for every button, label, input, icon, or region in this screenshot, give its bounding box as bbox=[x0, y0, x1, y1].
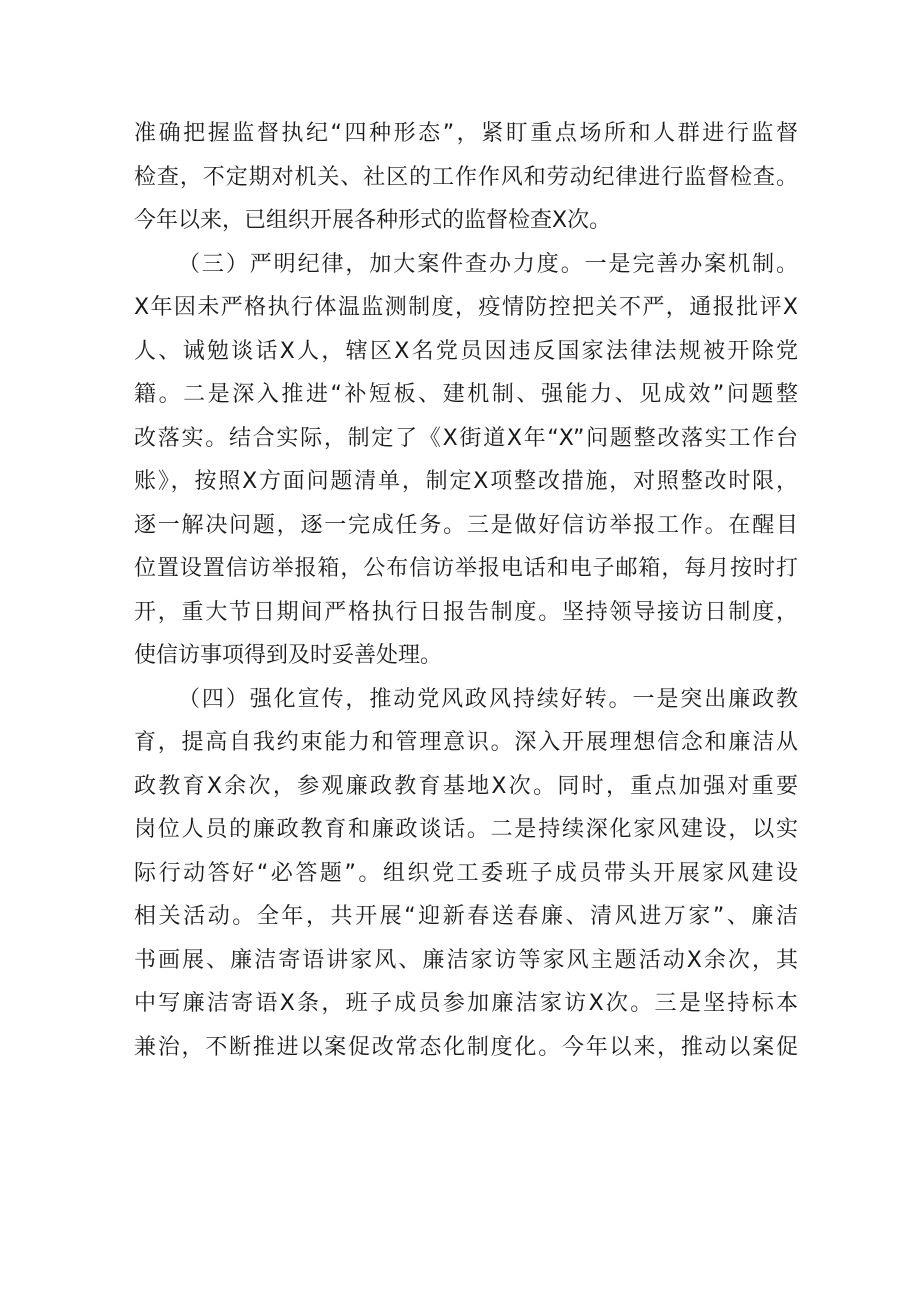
paragraph-section-three bbox=[134, 243, 798, 678]
section-heading-line: （四）强化宣传，推动党风政风持续好转。一是突出廉政教 bbox=[178, 686, 798, 712]
text-line: 逐一解决问题，逐一完成任务。三是做好信访举报工作。在醒目 bbox=[134, 512, 798, 538]
text-line: 账》，按照X方面问题清单，制定X项整改措施，对照整改时限， bbox=[134, 469, 798, 494]
text-line: 书画展、廉洁寄语讲家风、廉洁家访等家风主题活动X余次，其 bbox=[134, 947, 798, 973]
section-heading-line: （三）严明纪律，加大案件查办力度。一是完善办案机制。 bbox=[178, 251, 798, 277]
document-body bbox=[134, 112, 798, 1069]
text-line: 改落实。结合实际，制定了《X街道X年“X”问题整改落实工作台 bbox=[134, 425, 798, 451]
text-line: 育，提高自我约束能力和管理意识。深入开展理想信念和廉洁从 bbox=[134, 730, 798, 755]
text-line: 政教育X余次，参观廉政教育基地X次。同时，重点加强对重要 bbox=[134, 773, 798, 799]
text-line: 相关活动。全年，共开展“迎新春送春廉、清风进万家”、廉洁 bbox=[134, 904, 798, 929]
text-line: 岗位人员的廉政教育和廉政谈话。二是持续深化家风建设，以实 bbox=[134, 817, 798, 842]
text-line: 开，重大节日期间严格执行日报告制度。坚持领导接访日制度， bbox=[134, 599, 798, 625]
text-line: 籍。二是深入推进“补短板、建机制、强能力、见成效”问题整 bbox=[134, 382, 798, 407]
text-line: X年因未严格执行体温监测制度，疫情防控把关不严，通报批评X bbox=[134, 295, 798, 320]
text-line: 际行动答好“必答题”。组织党工委班子成员带头开展家风建设 bbox=[134, 860, 798, 886]
text-line: 位置设置信访举报箱，公布信访举报电话和电子邮箱，每月按时打 bbox=[134, 556, 798, 581]
paragraph-supervision-check bbox=[134, 112, 798, 243]
text-line: 今年以来，已组织开展各种形式的监督检查X次。 bbox=[134, 208, 612, 233]
text-line: 准确把握监督执纪“四种形态”，紧盯重点场所和人群进行监督 bbox=[134, 121, 798, 146]
text-line: 人、诫勉谈话X人，辖区X名党员因违反国家法律法规被开除党 bbox=[134, 338, 798, 364]
text-line: 中写廉洁寄语X条，班子成员参加廉洁家访X次。三是坚持标本 bbox=[134, 991, 798, 1016]
paragraph-section-four bbox=[134, 678, 798, 1070]
text-line: 兼治，不断推进以案促改常态化制度化。今年以来，推动以案促 bbox=[134, 1034, 798, 1060]
text-line: 检查，不定期对机关、社区的工作作风和劳动纪律进行监督检查。 bbox=[134, 164, 798, 190]
text-line: 使信访事项得到及时妥善处理。 bbox=[134, 643, 443, 668]
